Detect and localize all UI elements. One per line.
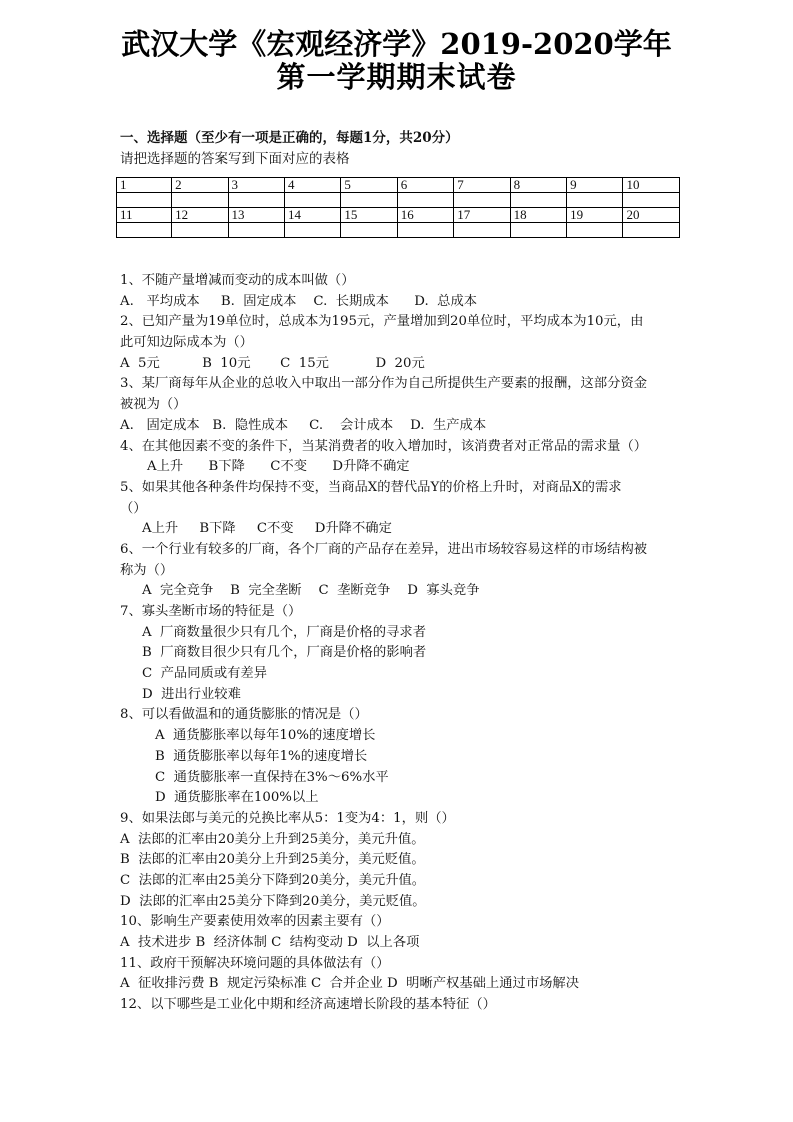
answer-cell-blank[interactable]	[284, 223, 340, 238]
answer-cell-number: 1	[117, 178, 172, 193]
answer-cell-blank[interactable]	[397, 223, 453, 238]
section-heading: 一、选择题（至少有一项是正确的，每题1分，共20分）	[120, 130, 459, 146]
question-line: 11、政府干预解决环境问题的具体做法有（）	[120, 955, 390, 971]
question-line: （）	[120, 500, 147, 516]
answer-cell-number: 5	[341, 178, 397, 193]
answer-cell-blank[interactable]	[284, 193, 340, 208]
exam-title-line1: 武汉大学《宏观经济学》2019-2020学年	[121, 27, 672, 61]
answer-cell-number: 6	[397, 178, 453, 193]
answer-cell-blank[interactable]	[172, 223, 228, 238]
answer-table-blank-row-1	[117, 193, 680, 208]
answer-cell-blank[interactable]	[228, 223, 284, 238]
answer-table-blank-row-2	[117, 223, 680, 238]
section-instruction: 请把选择题的答案写到下面对应的表格	[120, 151, 350, 167]
question-line: A上升 B下降 C不变 D升降不确定	[142, 521, 392, 537]
question-line: 3、某厂商每年从企业的总收入中取出一部分作为自己所提供生产要素的报酬，这部分资金	[120, 376, 648, 392]
question-line: 称为（）	[120, 562, 174, 578]
answer-cell-number: 10	[623, 178, 680, 193]
question-line: A 法郎的汇率由20美分上升到25美分，美元升值。	[120, 831, 425, 847]
question-list	[120, 271, 680, 1016]
answer-cell-blank[interactable]	[341, 223, 397, 238]
question-line: B 通货膨胀率以每年1%的速度增长	[155, 748, 368, 764]
question-line: A 5元 B 10元 C 15元 D 20元	[120, 355, 425, 371]
answer-cell-blank[interactable]	[454, 223, 510, 238]
question-line: 4、在其他因素不变的条件下，当某消费者的收入增加时，该消费者对正常品的需求量（）	[120, 438, 648, 454]
answer-cell-number: 17	[454, 208, 510, 223]
answer-cell-blank[interactable]	[117, 223, 172, 238]
question-line: 6、一个行业有较多的厂商，各个厂商的产品存在差异，进出市场较容易这样的市场结构被	[120, 541, 648, 557]
question-line: A. 平均成本 B. 固定成本 C. 长期成本 D. 总成本	[120, 293, 478, 309]
answer-cell-number: 8	[510, 178, 566, 193]
answer-cell-number: 7	[454, 178, 510, 193]
answer-cell-blank[interactable]	[567, 193, 623, 208]
question-line: B 厂商数目很少只有几个，厂商是价格的影响者	[142, 645, 427, 661]
answer-cell-number: 9	[567, 178, 623, 193]
answer-cell-blank[interactable]	[341, 193, 397, 208]
question-line: 此可知边际成本为（）	[120, 335, 253, 351]
question-line: 8、可以看做温和的通货膨胀的情况是（）	[120, 707, 368, 723]
answer-cell-number: 13	[228, 208, 284, 223]
answer-cell-blank[interactable]	[397, 193, 453, 208]
question-line: A上升 B下降 C不变 D升降不确定	[147, 459, 410, 475]
question-line: 被视为（）	[120, 397, 187, 413]
question-line: D 法郎的汇率由25美分下降到20美分，美元贬值。	[120, 893, 426, 909]
question-line: D 通货膨胀率在100%以上	[155, 790, 319, 806]
exam-title-line2: 第一学期期末试卷	[276, 60, 517, 94]
answer-cell-number: 2	[172, 178, 228, 193]
answer-cell-number: 4	[284, 178, 340, 193]
answer-cell-number: 15	[341, 208, 397, 223]
question-line: A 征收排污费 B 规定污染标准 C 合并企业 D 明晰产权基础上通过市场解决	[120, 976, 580, 992]
question-line: A 通货膨胀率以每年10%的速度增长	[155, 728, 376, 744]
question-line: A 厂商数量很少只有几个，厂商是价格的寻求者	[142, 624, 426, 640]
answer-table-number-row-1	[117, 178, 680, 193]
answer-cell-number: 19	[567, 208, 623, 223]
question-line: 7、寡头垄断市场的特征是（）	[120, 604, 302, 619]
question-line: A 技术进步 B 经济体制 C 结构变动 D 以上各项	[120, 935, 420, 950]
question-line: 2、已知产量为19单位时，总成本为195元，产量增加到20单位时，平均成本为10元，由	[120, 314, 644, 330]
answer-cell-blank[interactable]	[172, 193, 228, 208]
answer-cell-number: 3	[228, 178, 284, 193]
answer-cell-number: 12	[172, 208, 228, 223]
answer-table-number-row-2	[117, 208, 680, 223]
answer-cell-number: 20	[623, 208, 680, 223]
answer-cell-blank[interactable]	[454, 193, 510, 208]
question-line: 1、不随产量增减而变动的成本叫做（）	[120, 273, 355, 288]
answer-cell-blank[interactable]	[567, 223, 623, 238]
answer-cell-number: 14	[284, 208, 340, 223]
answer-cell-blank[interactable]	[228, 193, 284, 208]
question-line: B 法郎的汇率由20美分上升到25美分，美元贬值。	[120, 852, 425, 868]
answer-table	[116, 177, 680, 238]
question-line: C 通货膨胀率一直保持在3%～6%水平	[155, 769, 389, 785]
answer-cell-number: 16	[397, 208, 453, 223]
answer-cell-blank[interactable]	[623, 223, 680, 238]
question-line: 10、影响生产要素使用效率的因素主要有（）	[120, 914, 390, 930]
question-line: A. 固定成本 B. 隐性成本 C. 会计成本 D. 生产成本	[120, 417, 487, 433]
question-line: D 进出行业较难	[142, 686, 241, 702]
answer-cell-blank[interactable]	[510, 223, 566, 238]
question-line: C 产品同质或有差异	[142, 666, 268, 682]
answer-cell-blank[interactable]	[510, 193, 566, 208]
answer-cell-blank[interactable]	[117, 193, 172, 208]
question-line: 5、如果其他各种条件均保持不变，当商品X的替代品Y的价格上升时，对商品X的需求	[120, 479, 622, 495]
question-line: 12、以下哪些是工业化中期和经济高速增长阶段的基本特征（）	[120, 997, 496, 1013]
answer-cell-number: 11	[117, 208, 172, 223]
question-line: 9、如果法郎与美元的兑换比率从5：1变为4：1，则（）	[120, 810, 455, 826]
question-line: A 完全竞争 B 完全垄断 C 垄断竞争 D 寡头竞争	[142, 583, 480, 599]
answer-cell-number: 18	[510, 208, 566, 223]
question-line: C 法郎的汇率由25美分下降到20美分，美元升值。	[120, 872, 426, 888]
answer-cell-blank[interactable]	[623, 193, 680, 208]
